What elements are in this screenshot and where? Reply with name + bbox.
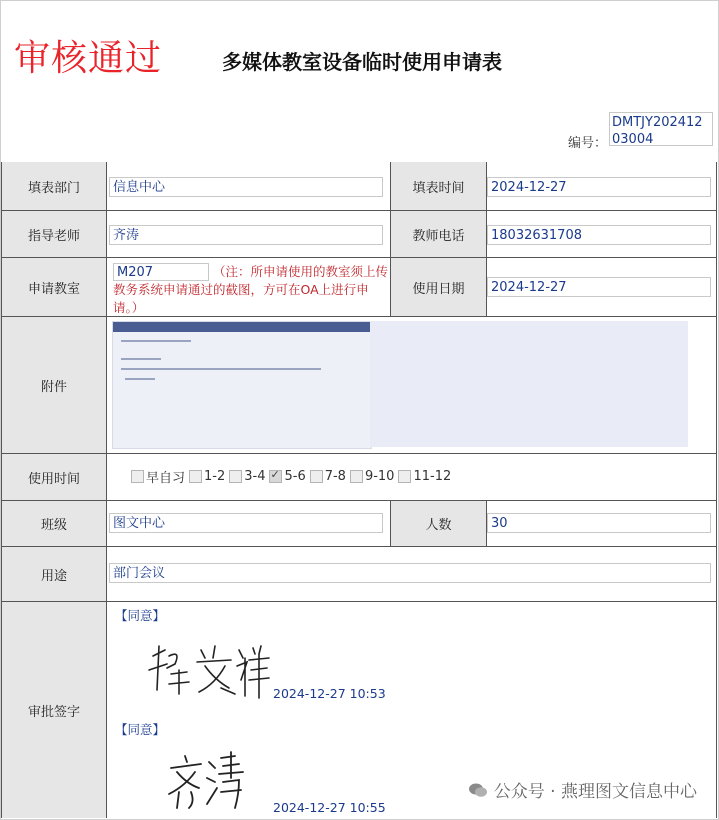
serial-label: 编号： <box>568 136 608 151</box>
serial-number-field[interactable]: DMTJY20241203004 <box>609 112 713 146</box>
use-time-option-label: 11-12 <box>413 469 452 484</box>
checkbox[interactable] <box>189 470 202 483</box>
approval-opinion-1: 【同意】 <box>115 608 166 623</box>
row-teacher <box>1 211 717 258</box>
use-time-option-label: 3-4 <box>244 469 266 484</box>
form-title: 多媒体教室设备临时使用申请表 <box>222 50 502 74</box>
checkbox[interactable] <box>131 470 144 483</box>
use-time-option-label: 1-2 <box>204 469 226 484</box>
row-room <box>1 258 717 317</box>
phone-label: 教师电话 <box>390 211 487 257</box>
checkbox[interactable] <box>310 470 323 483</box>
wechat-icon <box>468 782 488 798</box>
use-time-option[interactable] <box>310 467 346 486</box>
class-field[interactable]: 图文中心 <box>109 513 383 533</box>
purpose-field[interactable]: 部门会议 <box>109 563 711 583</box>
attachment-preview-area <box>370 321 688 447</box>
use-time-option-label: 7-8 <box>324 469 346 484</box>
checkbox[interactable] <box>269 470 282 483</box>
approval-time-1: 2024-12-27 10:53 <box>273 686 386 701</box>
fill-time-field[interactable]: 2024-12-27 <box>487 177 711 197</box>
approval-time-2: 2024-12-27 10:55 <box>273 800 386 815</box>
checkbox[interactable] <box>350 470 363 483</box>
signature-2 <box>165 748 245 814</box>
use-date-label: 使用日期 <box>390 258 487 316</box>
row-class <box>1 501 717 547</box>
use-time-checkboxes <box>131 467 455 486</box>
teacher-label: 指导老师 <box>1 211 107 257</box>
room-label: 申请教室 <box>1 258 107 316</box>
use-time-option[interactable] <box>189 467 225 486</box>
checkbox[interactable] <box>229 470 242 483</box>
use-time-option[interactable] <box>350 467 395 486</box>
phone-field[interactable]: 18032631708 <box>487 225 711 245</box>
use-time-option-label: 5-6 <box>284 469 306 484</box>
row-use-time <box>1 454 717 501</box>
count-field[interactable]: 30 <box>487 513 711 533</box>
room-note-text: （注：所申请使用的教室须上传教务系统申请通过的截图，方可在OA上进行申请。） <box>113 264 389 315</box>
use-time-option[interactable] <box>229 467 265 486</box>
room-note <box>113 263 389 317</box>
count-label: 人数 <box>390 501 487 546</box>
attachment-label: 附件 <box>1 317 107 453</box>
signature-1 <box>145 636 275 700</box>
dept-field[interactable]: 信息中心 <box>109 177 383 197</box>
dept-label: 填表部门 <box>1 162 107 210</box>
checkbox[interactable] <box>398 470 411 483</box>
use-date-field[interactable]: 2024-12-27 <box>487 277 711 297</box>
teacher-field[interactable]: 齐涛 <box>109 225 383 245</box>
use-time-label: 使用时间 <box>1 454 107 500</box>
row-attachment <box>1 317 717 454</box>
attachment-screenshot[interactable] <box>112 321 372 449</box>
use-time-option-label: 早自习 <box>146 471 186 486</box>
row-purpose <box>1 547 717 602</box>
purpose-label: 用途 <box>1 547 107 601</box>
use-time-option[interactable] <box>398 467 451 486</box>
watermark <box>468 777 697 802</box>
class-label: 班级 <box>1 501 107 546</box>
watermark-text: 公众号 · 燕理图文信息中心 <box>493 782 697 802</box>
screenshot-titlebar <box>113 322 371 332</box>
row-dept <box>1 162 717 211</box>
approved-stamp: 审核通过 <box>14 38 163 79</box>
fill-time-label: 填表时间 <box>390 162 487 210</box>
use-time-option-label: 9-10 <box>364 469 395 484</box>
use-time-option[interactable] <box>269 467 305 486</box>
approval-label: 审批签字 <box>1 602 107 818</box>
room-field[interactable]: M207 <box>113 263 209 281</box>
approval-opinion-2: 【同意】 <box>115 722 166 737</box>
use-time-option[interactable] <box>131 467 185 486</box>
